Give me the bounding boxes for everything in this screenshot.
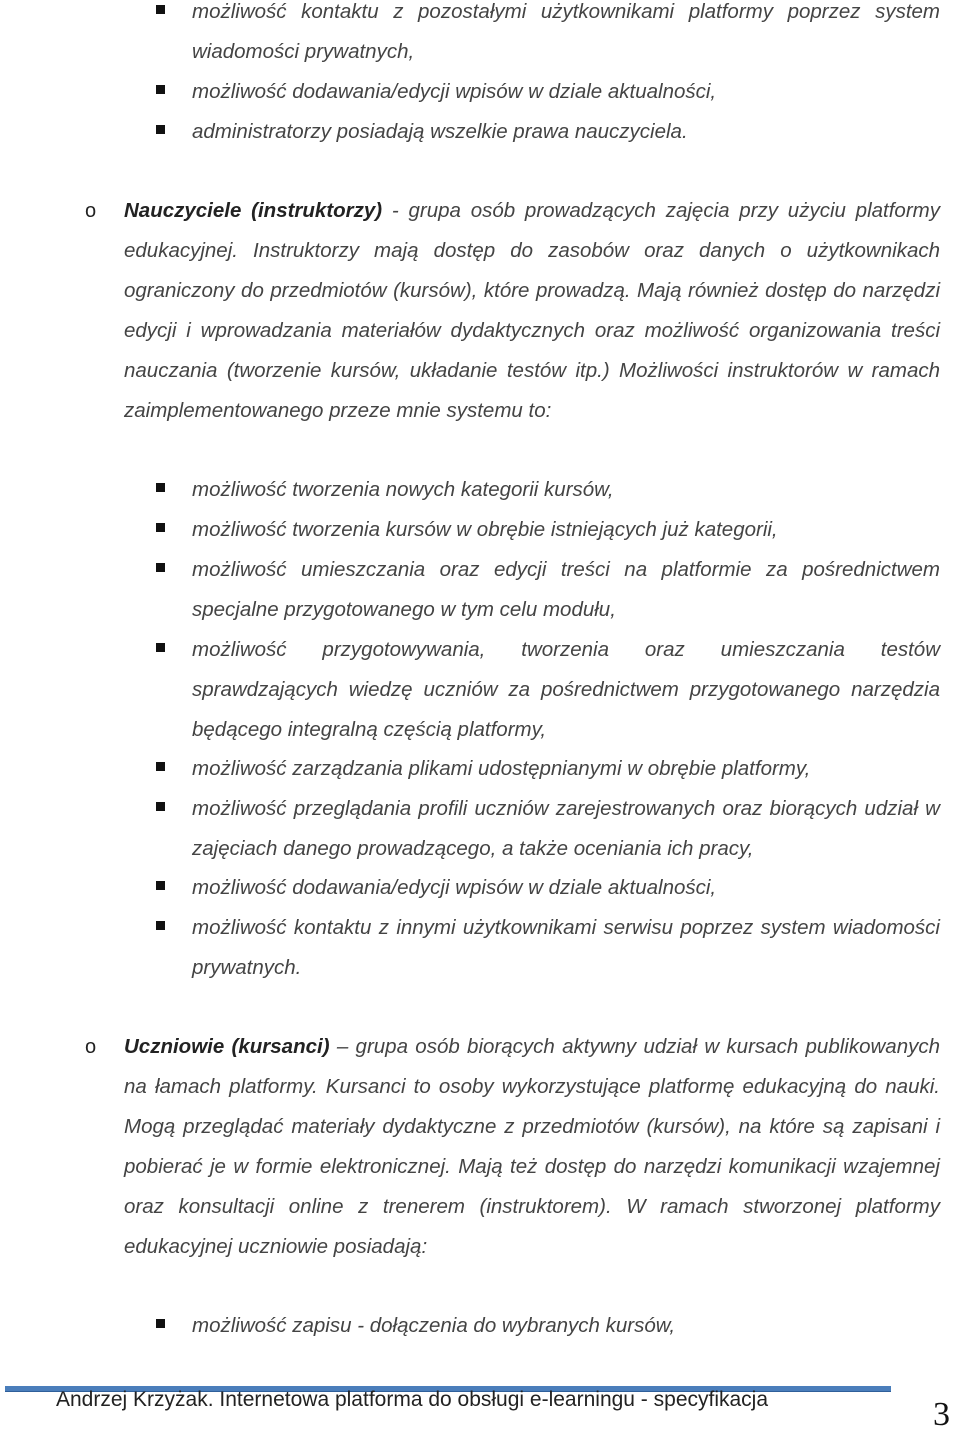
square-bullet-icon <box>156 881 165 890</box>
square-bullet-icon <box>156 802 165 811</box>
list-item: możliwość zarządzania plikami udostępnianymi w obrębie platformy, <box>192 749 940 789</box>
list-item: możliwość dodawania/edycji wpisów w dziale aktualności, <box>192 72 940 112</box>
students-paragraph <box>85 1027 940 1267</box>
list-item: możliwość przeglądania profili uczniów zarejestrowanych oraz biorących udział w zajęciach danego prowadzącego, a także oceniania ich pracy, <box>192 789 940 869</box>
page-number: 3 <box>933 1396 950 1433</box>
square-bullet-icon <box>156 125 165 134</box>
circle-bullet-icon: o <box>85 1036 97 1058</box>
list-item: możliwość dodawania/edycji wpisów w dziale aktualności, <box>192 868 940 908</box>
students-description: – grupa osób biorących aktywny udział w kursach publikowanych na łamach platformy. Kursanci to osoby wykorzystujące platformę edukacyjną do nauki. Mogą przeglądać materiały dydaktyczne z przedmiotów (kursów), na które są zapisani i pobierać je w formie elektronicznej. Mają też dostęp do narzędzi komunikacji wzajemnej oraz konsultacji online z trenerem (instruktorem). W ramach stworzonej platformy edukacyjnej uczniowie posiadają: <box>124 1035 940 1258</box>
list-item: możliwość kontaktu z innymi użytkownikami serwisu poprzez system wiadomości prywatnych. <box>192 908 940 988</box>
students-heading: Uczniowie (kursanci) <box>124 1035 330 1058</box>
square-bullet-icon <box>156 563 165 572</box>
list-item: możliwość przygotowywania, tworzenia oraz umieszczania testów sprawdzających wiedzę uczniów za pośrednictwem przygotowanego narzędzia będącego integralną częścią platformy, <box>192 630 940 750</box>
circle-bullet-icon: o <box>85 200 97 222</box>
list-item: możliwość kontaktu z pozostałymi użytkownikami platformy poprzez system wiadomości prywatnych, <box>192 0 940 72</box>
teachers-paragraph <box>85 191 940 431</box>
square-bullet-icon <box>156 762 165 771</box>
square-bullet-icon <box>156 643 165 652</box>
square-bullet-icon <box>156 921 165 930</box>
list-item: możliwość zapisu - dołączenia do wybranych kursów, <box>192 1306 940 1346</box>
list-item: administratorzy posiadają wszelkie prawa nauczyciela. <box>192 112 940 152</box>
square-bullet-icon <box>156 523 165 532</box>
square-bullet-icon <box>156 1319 165 1328</box>
list-item: możliwość tworzenia kursów w obrębie istniejących już kategorii, <box>192 510 940 550</box>
teachers-description: - grupa osób prowadzących zajęcia przy użyciu platformy edukacyjnej. Instruktorzy mają dostęp do zasobów oraz danych o użytkownikach ograniczony do przedmiotów (kursów), które prowadzą. Mają również dostęp do narzędzi edycji i wprowadzania materiałów dydaktycznych oraz możliwość organizowania treści nauczania (tworzenie kursów, układanie testów itp.) Możliwości instruktorów w ramach zaimplementowanego przeze mnie systemu to: <box>124 199 940 422</box>
square-bullet-icon <box>156 483 165 492</box>
footer-text: Andrzej Krzyżak. Internetowa platforma do obsługi e-learningu - specyfikacja <box>56 1388 769 1411</box>
square-bullet-icon <box>156 85 165 94</box>
list-item: możliwość umieszczania oraz edycji treści na platformie za pośrednictwem specjalne przygotowanego w tym celu modułu, <box>192 550 940 630</box>
square-bullet-icon <box>156 5 165 14</box>
teachers-heading: Nauczyciele (instruktorzy) <box>124 199 383 222</box>
list-item: możliwość tworzenia nowych kategorii kursów, <box>192 470 940 510</box>
